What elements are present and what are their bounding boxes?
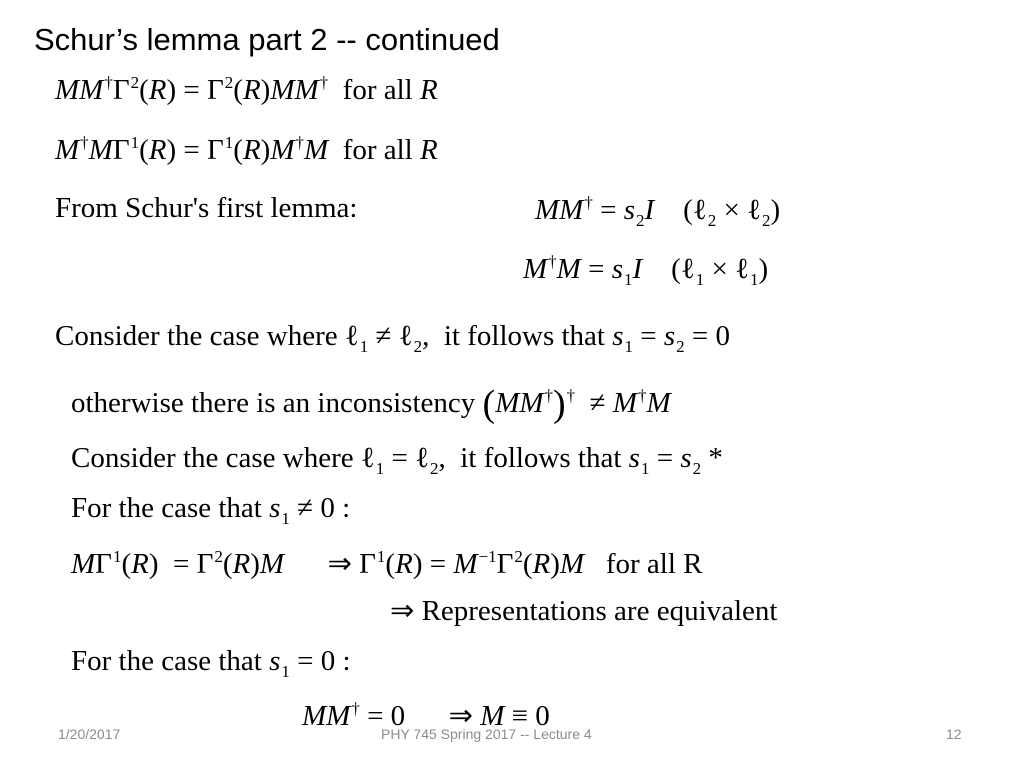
schur-first-lemma-text: From Schur's first lemma: bbox=[55, 192, 358, 224]
otherwise-text: otherwise there is an inconsistency bbox=[71, 387, 476, 419]
case-unequal: Consider the case where ℓ$_1$ ≠ ℓ$_2$, it follows that $s_1 = s_2 = 0$ bbox=[55, 320, 731, 356]
eq2-var: R bbox=[420, 134, 438, 166]
equation-zero: MM† = 0 ⇒ M ≡ 0 bbox=[302, 699, 550, 732]
consider-text-1: Consider the case where bbox=[55, 320, 338, 352]
consider-text-2: Consider the case where bbox=[71, 442, 354, 474]
inconsistency-line: otherwise there is an inconsistency (MM†)† ≠ M†M bbox=[71, 383, 671, 425]
eq1-text: for all bbox=[342, 74, 413, 106]
for-case-text-2: For the case that bbox=[71, 645, 262, 677]
case-s1-nonzero: For the case that $s_1 \ne 0$ : bbox=[71, 492, 351, 528]
case-s1-zero: For the case that $s_1 = 0$ : bbox=[71, 645, 351, 681]
representations-text: Representations are equivalent bbox=[421, 595, 778, 627]
for-case-text-1: For the case that bbox=[71, 492, 262, 524]
footer-page-number: 12 bbox=[946, 726, 962, 742]
equation-4: $M^\dagger M = s_1I$ (ℓ$_1$ × ℓ$_1$) bbox=[523, 252, 769, 289]
for-all-r-text: for all R bbox=[605, 548, 703, 580]
equation-3: $MM^\dagger = s_2I$ (ℓ$_2$ × ℓ$_2$) bbox=[535, 193, 781, 230]
equation-equivalence: $M\Gamma^1(R) = \Gamma^2(R)M$ ⇒ $\Gamma^1(R) = M^{-1}\Gamma^2(R)M$ for all R bbox=[71, 547, 703, 580]
slide-title: Schur’s lemma part 2 -- continued bbox=[34, 22, 500, 57]
eq1-var: R bbox=[419, 74, 438, 106]
eq2-text: for all bbox=[342, 134, 413, 166]
equation-2: $M^\dagger M\Gamma^1(R) = \Gamma^1(R)M^\dagger M$ for all R bbox=[55, 133, 438, 166]
representations-equivalent: ⇒ Representations are equivalent bbox=[390, 595, 778, 627]
case-equal: Consider the case where ℓ$_1$ = ℓ$_2$, it follows that $s_1 = s_2$ * bbox=[71, 442, 723, 478]
footer-course: PHY 745 Spring 2017 -- Lecture 4 bbox=[381, 726, 592, 742]
equation-1: $MM^\dagger\Gamma^2(R) = \Gamma^2(R)MM^\dagger$ for all R bbox=[55, 73, 438, 106]
footer-date: 1/20/2017 bbox=[58, 726, 121, 742]
follows-text-2: it follows that bbox=[460, 442, 622, 474]
follows-text-1: it follows that bbox=[443, 320, 605, 352]
